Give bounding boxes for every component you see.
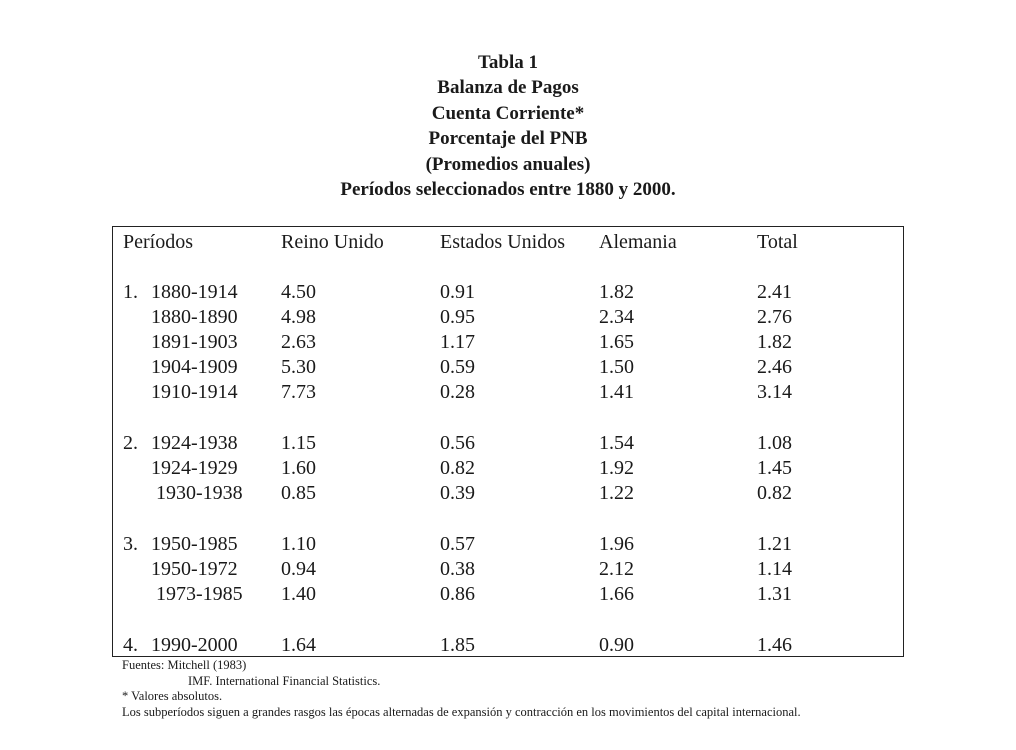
period-group-number: 4. bbox=[123, 634, 138, 656]
estados-unidos-cell: 0.86 bbox=[440, 583, 475, 605]
reino-unido-cell: 0.94 bbox=[281, 558, 316, 580]
estados-unidos-cell: 0.57 bbox=[440, 533, 475, 555]
alemania-cell: 1.96 bbox=[599, 533, 634, 555]
period-cell: 1880-1914 bbox=[151, 281, 238, 303]
footnote-sources: Fuentes: Mitchell (1983) bbox=[122, 658, 247, 672]
alemania-cell: 2.34 bbox=[599, 306, 634, 328]
period-group-number: 3. bbox=[123, 533, 138, 555]
reino-unido-cell: 0.85 bbox=[281, 482, 316, 504]
period-cell: 1891-1903 bbox=[151, 331, 238, 353]
reino-unido-cell: 4.98 bbox=[281, 306, 316, 328]
title-annual-averages: (Promedios anuales) bbox=[425, 153, 591, 175]
reino-unido-cell: 5.30 bbox=[281, 356, 316, 378]
footnote-absolute-values: * Valores absolutos. bbox=[122, 689, 223, 704]
column-header: Reino Unido bbox=[281, 231, 384, 253]
total-cell: 2.41 bbox=[757, 281, 792, 303]
estados-unidos-cell: 0.56 bbox=[440, 432, 475, 454]
alemania-cell: 1.92 bbox=[599, 457, 634, 479]
footnotes bbox=[122, 658, 904, 720]
reino-unido-cell: 2.63 bbox=[281, 331, 316, 353]
period-cell: 1950-1972 bbox=[151, 558, 238, 580]
total-cell: 1.45 bbox=[757, 457, 792, 479]
estados-unidos-cell: 0.38 bbox=[440, 558, 475, 580]
period-cell: 1910-1914 bbox=[151, 381, 238, 403]
data-table bbox=[112, 226, 904, 657]
total-cell: 3.14 bbox=[757, 381, 792, 403]
reino-unido-cell: 1.15 bbox=[281, 432, 316, 454]
total-cell: 1.14 bbox=[757, 558, 792, 580]
alemania-cell: 1.41 bbox=[599, 381, 634, 403]
table-title-block bbox=[0, 50, 1016, 202]
estados-unidos-cell: 0.59 bbox=[440, 356, 475, 378]
total-cell: 1.08 bbox=[757, 432, 792, 454]
estados-unidos-cell: 0.82 bbox=[440, 457, 475, 479]
reino-unido-cell: 1.10 bbox=[281, 533, 316, 555]
footnote-subperiods: Los subperíodos siguen a grandes rasgos las épocas alternadas de expansión y contracción en los movimientos del capital internacional. bbox=[122, 704, 801, 719]
column-header: Total bbox=[757, 231, 798, 253]
estados-unidos-cell: 0.95 bbox=[440, 306, 475, 328]
title-selected-periods: Períodos seleccionados entre 1880 y 2000. bbox=[340, 179, 676, 201]
table-number: Tabla 1 bbox=[477, 52, 539, 73]
column-header: Estados Unidos bbox=[440, 231, 565, 253]
total-cell: 1.46 bbox=[757, 634, 792, 656]
title-balance-of-payments: Balanza de Pagos bbox=[437, 77, 579, 99]
reino-unido-cell: 7.73 bbox=[281, 381, 316, 403]
total-cell: 0.82 bbox=[757, 482, 792, 504]
alemania-cell: 0.90 bbox=[599, 634, 634, 656]
estados-unidos-cell: 0.91 bbox=[440, 281, 475, 303]
period-cell: 1973-1985 bbox=[156, 583, 243, 605]
period-group-number: 2. bbox=[123, 432, 138, 454]
reino-unido-cell: 4.50 bbox=[281, 281, 316, 303]
alemania-cell: 1.65 bbox=[599, 331, 634, 353]
period-cell: 1990-2000 bbox=[151, 634, 238, 656]
estados-unidos-cell: 1.17 bbox=[440, 331, 475, 353]
total-cell: 2.46 bbox=[757, 356, 792, 378]
total-cell: 1.31 bbox=[757, 583, 792, 605]
alemania-cell: 1.54 bbox=[599, 432, 634, 454]
column-header: Períodos bbox=[123, 231, 193, 253]
reino-unido-cell: 1.40 bbox=[281, 583, 316, 605]
period-cell: 1924-1929 bbox=[151, 457, 238, 479]
estados-unidos-cell: 0.39 bbox=[440, 482, 475, 504]
alemania-cell: 1.82 bbox=[599, 281, 634, 303]
alemania-cell: 1.66 bbox=[599, 583, 634, 605]
title-current-account: Cuenta Corriente* bbox=[431, 102, 585, 124]
period-cell: 1904-1909 bbox=[151, 356, 238, 378]
alemania-cell: 1.50 bbox=[599, 356, 634, 378]
estados-unidos-cell: 0.28 bbox=[440, 381, 475, 403]
column-header: Alemania bbox=[599, 231, 677, 253]
title-pnb-percentage: Porcentaje del PNB bbox=[428, 128, 588, 150]
period-cell: 1924-1938 bbox=[151, 432, 238, 454]
period-cell: 1950-1985 bbox=[151, 533, 238, 555]
reino-unido-cell: 1.64 bbox=[281, 634, 316, 656]
total-cell: 2.76 bbox=[757, 306, 792, 328]
alemania-cell: 1.22 bbox=[599, 482, 634, 504]
footnote-sources-imf: IMF. International Financial Statistics. bbox=[188, 673, 381, 688]
total-cell: 1.82 bbox=[757, 331, 792, 353]
period-group-number: 1. bbox=[123, 281, 138, 303]
alemania-cell: 2.12 bbox=[599, 558, 634, 580]
reino-unido-cell: 1.60 bbox=[281, 457, 316, 479]
total-cell: 1.21 bbox=[757, 533, 792, 555]
period-cell: 1930-1938 bbox=[156, 482, 243, 504]
estados-unidos-cell: 1.85 bbox=[440, 634, 475, 656]
period-cell: 1880-1890 bbox=[151, 306, 238, 328]
